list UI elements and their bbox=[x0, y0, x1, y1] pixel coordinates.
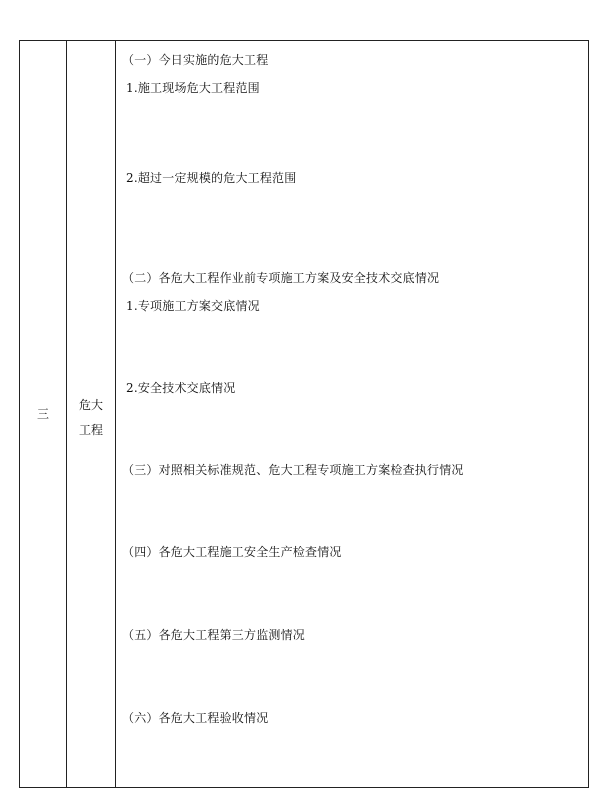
category-label-line-2: 工程 bbox=[78, 423, 103, 437]
item-standards-check: （三）对照相关标准规范、危大工程专项施工方案检查执行情况 bbox=[122, 463, 464, 477]
item-safety-tech-briefing: 2.安全技术交底情况 bbox=[126, 381, 236, 395]
item-special-plan-briefing: 1.专项施工方案交底情况 bbox=[126, 299, 260, 313]
item-today-dangerous-works: （一）今日实施的危大工程 bbox=[122, 53, 269, 67]
row-number-cell: 三 bbox=[36, 407, 49, 421]
item-site-scope: 1.施工现场危大工程范围 bbox=[126, 81, 260, 95]
item-safety-inspection: （四）各危大工程施工安全生产检查情况 bbox=[122, 545, 342, 559]
item-large-scale-scope: 2.超过一定规模的危大工程范围 bbox=[126, 171, 297, 185]
category-label-line-1: 危大 bbox=[78, 398, 103, 412]
item-acceptance: （六）各危大工程验收情况 bbox=[122, 711, 269, 725]
row-category-cell bbox=[67, 393, 115, 443]
item-third-party-monitoring: （五）各危大工程第三方监测情况 bbox=[122, 628, 306, 642]
item-pre-work-briefing: （二）各危大工程作业前专项施工方案及安全技术交底情况 bbox=[122, 271, 440, 285]
inspection-table bbox=[19, 40, 589, 788]
column-divider-category bbox=[115, 41, 116, 787]
